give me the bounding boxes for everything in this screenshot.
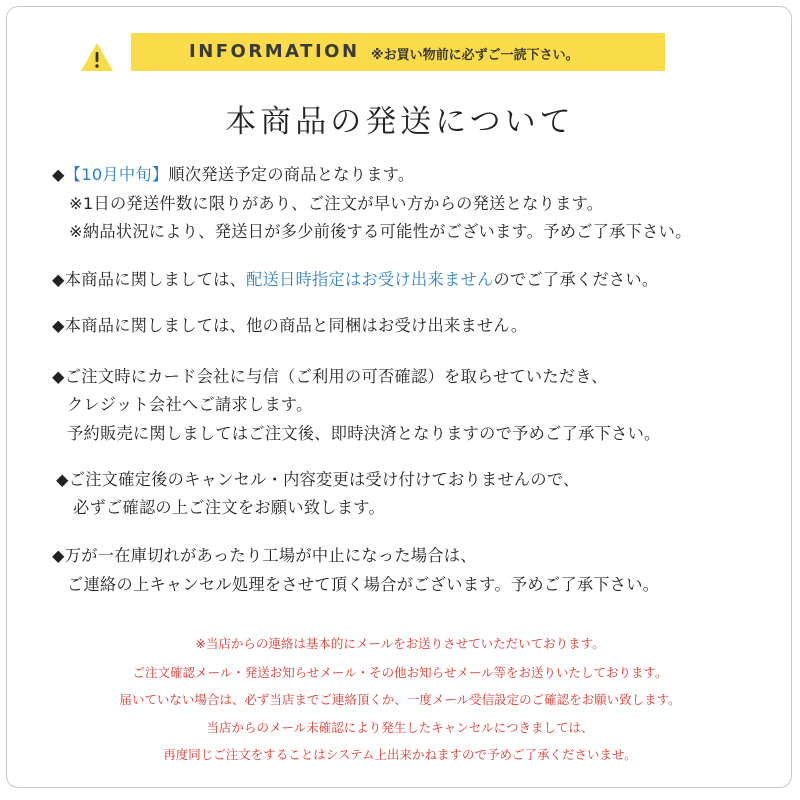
shipping-note-2: ※納品状況により、発送日が多少前後する可能性がございます。予めご了承下さい。 — [69, 222, 692, 241]
section-delivery-time — [52, 266, 658, 290]
email-note-5: 再度同じご注文をすることはシステム上出来かねますので予めご了承くださいませ。 — [163, 747, 637, 762]
section-stock-line-2: ご連絡の上キャンセル処理をさせて頂く場合がございます。予めご了承下さい。 — [67, 575, 660, 594]
section-shipping-date — [52, 161, 414, 185]
information-banner — [131, 33, 665, 71]
shipping-date-highlight: 【10月中旬】 — [64, 165, 169, 184]
section-cancel-line-1: ◆ご注文確定後のキャンセル・内容変更は受け付けておりませんので、 — [56, 470, 580, 489]
section-stock-line-1: ◆万が一在庫切れがあったり工場が中止になった場合は、 — [52, 546, 477, 565]
section-payment-line-1: ◆ご注文時にカード会社に与信（ご利用の可否確認）を取らせていただき、 — [52, 367, 608, 386]
bullet: ◆ — [52, 165, 65, 184]
delivery-time-prefix: ◆本商品に関しましては、 — [52, 270, 247, 289]
shipping-note-1: ※1日の発送件数に限りがあり、ご注文が早い方からの発送となります。 — [69, 194, 604, 213]
section-payment-line-3: 予約販売に関しましてはご注文後、即時決済となりますので予めご了承下さい。 — [67, 424, 661, 443]
email-note-4: 当店からのメール未確認により発生したキャンセルにつきましては、 — [206, 720, 594, 735]
banner-note: ※お買い物前に必ずご一読下さい。 — [371, 48, 579, 63]
email-note-2: ご注文確認メール・発送お知らせメール・その他お知らせメール等をお送りいたしております。 — [132, 665, 668, 680]
email-note-3: 届いていない場合は、必ず当店までご連絡頂くか、一度メール受信設定のご確認をお願い致します。 — [119, 692, 681, 707]
delivery-time-suffix: のでご了承ください。 — [493, 270, 659, 289]
section-cancel-line-2: 必ずご確認の上ご注文をお願い致します。 — [73, 498, 385, 517]
shipping-date-text: 順次発送予定の商品となります。 — [168, 165, 415, 184]
banner-title: INFORMATION — [189, 41, 360, 62]
warning-icon — [80, 42, 114, 72]
delivery-time-highlight: 配送日時指定はお受け出来ません — [246, 270, 494, 289]
page-title: 本商品の発送について — [225, 104, 575, 140]
section-payment-line-2: クレジット会社へご請求します。 — [67, 395, 313, 414]
section-bundling: ◆本商品に関しましては、他の商品と同梱はお受け出来ません。 — [52, 316, 528, 335]
email-note-1: ※当店からの連絡は基本的にメールをお送りさせていただいております。 — [195, 636, 605, 651]
